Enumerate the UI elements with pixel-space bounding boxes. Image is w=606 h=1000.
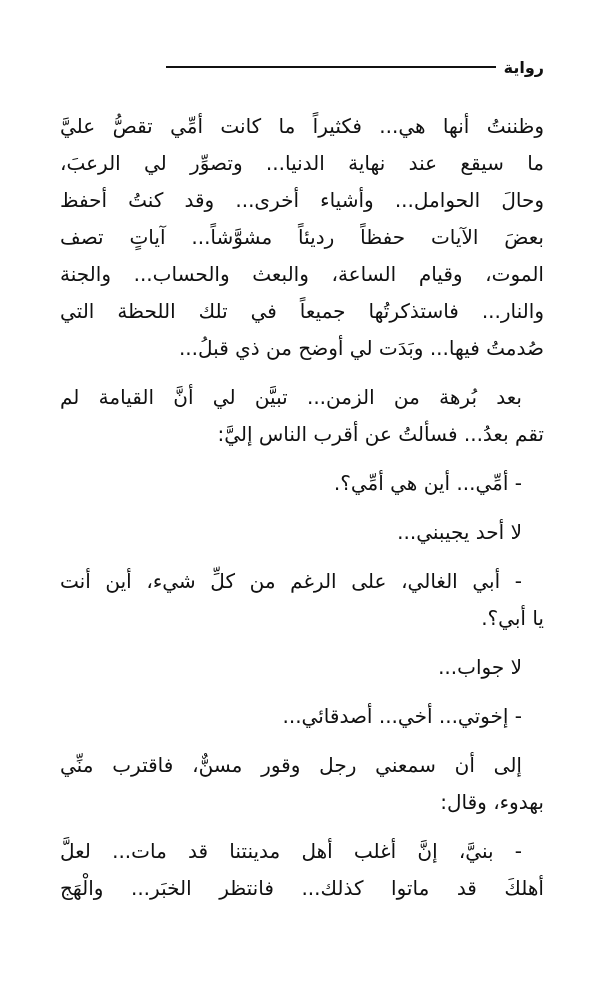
paragraph bbox=[60, 108, 544, 367]
text-line: لا أحد يجيبني... bbox=[397, 520, 522, 544]
text-line: يا أبي؟. bbox=[481, 606, 544, 630]
text-line: بعضَ الآيات حفظاً رديئاً مشوَّشاً... آياتٍ تصف bbox=[60, 225, 544, 249]
text-line: - بنيَّ، إنَّ أغلب أهل مدينتنا قد مات... لعلَّ bbox=[60, 839, 522, 863]
paragraph bbox=[60, 379, 544, 453]
text-line: بهدوء، وقال: bbox=[440, 790, 544, 814]
paragraph bbox=[60, 833, 544, 907]
paragraph bbox=[60, 514, 544, 551]
text-line: وظننتُ أنها هي... فكثيراً ما كانت أمِّي تقصُّ عليَّ bbox=[60, 114, 544, 138]
text-line: الموت، وقيام الساعة، والبعث والحساب... والجنة bbox=[60, 262, 544, 286]
paragraph bbox=[60, 563, 544, 637]
running-header bbox=[64, 52, 544, 82]
body-text bbox=[60, 108, 544, 907]
text-line: تقم بعدُ... فسألتُ عن أقرب الناس إليَّ: bbox=[217, 422, 544, 446]
paragraph bbox=[60, 649, 544, 686]
running-header-title: رواية bbox=[503, 57, 544, 77]
text-line: ما سيقع عند نهاية الدنيا... وتصوِّر لي الرعبَ، bbox=[60, 151, 544, 175]
text-line: صُدمتُ فيها... وبَدَت لي أوضح من ذي قبلُ... bbox=[178, 336, 544, 360]
text-line: - أمِّي... أين هي أمِّي؟. bbox=[333, 471, 522, 495]
text-line: والنار... فاستذكرتُها جميعاً في تلك اللحظة التي bbox=[60, 299, 544, 323]
text-line: - أبي الغالي، على الرغم من كلِّ شيء، أين أنت bbox=[60, 569, 522, 593]
text-line: أهلكَ قد ماتوا كذلك... فانتظر الخبَر... والْهَج bbox=[60, 876, 544, 900]
text-line: بعد بُرهة من الزمن... تبيَّن لي أنَّ القيامة لم bbox=[60, 385, 522, 409]
text-line: إلى أن سمعني رجل وقور مسنٌّ، فاقترب منِّي bbox=[60, 753, 522, 777]
paragraph bbox=[60, 747, 544, 821]
paragraph bbox=[60, 698, 544, 735]
text-line: لا جواب... bbox=[438, 655, 522, 679]
text-line: وحالَ الحوامل... وأشياء أخرى... وقد كنتُ أحفظ bbox=[60, 188, 544, 212]
paragraph bbox=[60, 465, 544, 502]
header-rule bbox=[166, 66, 496, 68]
text-line: - إخوتي... أخي... أصدقائي... bbox=[282, 704, 522, 728]
